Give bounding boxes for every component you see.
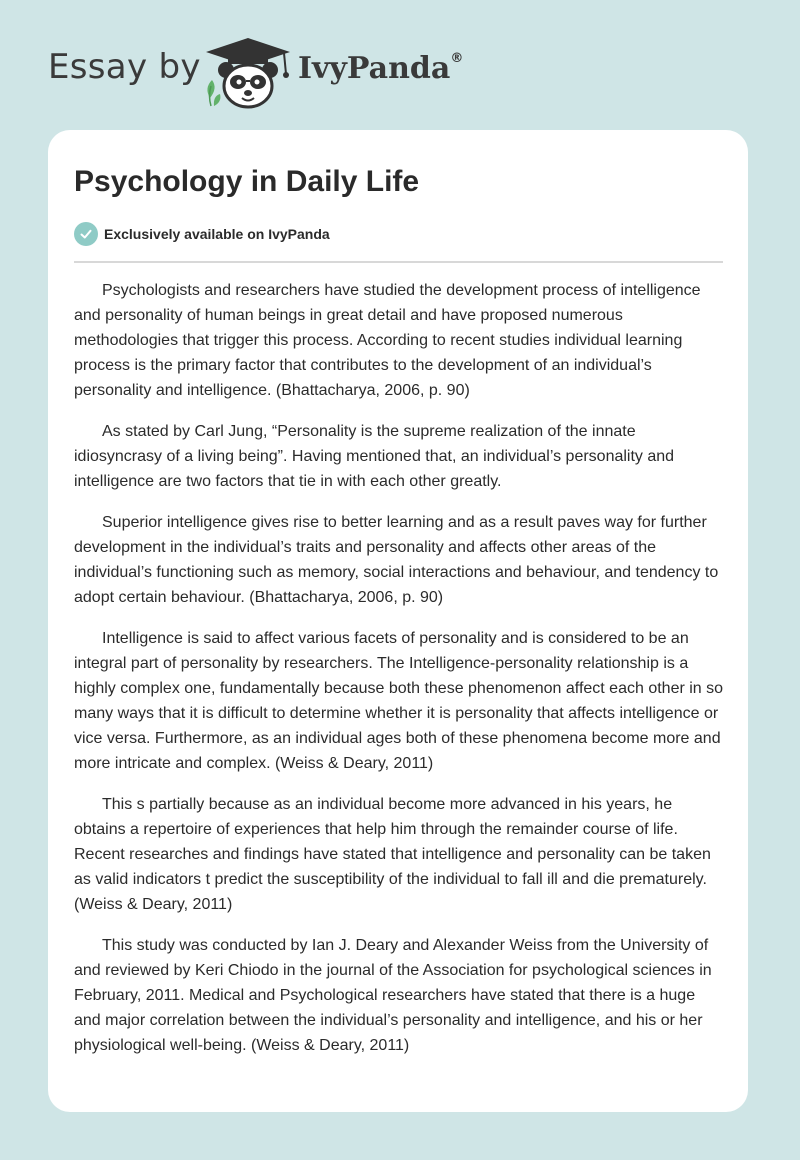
paragraph: Psychologists and researchers have studied the development process of intelligence and personality of human beings in great detail and have proposed numerous methodologies that trigger this process. According to recent studies individual learning process is the primary factor that contributes to the development of an individual’s personality and intelligence. (Bhattacharya, 2006, p. 90) [74, 282, 701, 399]
site-header [0, 0, 800, 120]
panda-graduate-logo-icon [202, 36, 294, 110]
page-title: Psychology in Daily Life [74, 165, 420, 198]
essay-by-label: Essay by [48, 47, 201, 87]
registered-mark: ® [450, 51, 464, 66]
brand-name [298, 51, 464, 86]
divider [74, 261, 723, 263]
paragraph: As stated by Carl Jung, “Personality is the supreme realization of the innate idiosyncrasy of a living being”. Having mentioned that, an individual’s personality and intelligence are two factors that tie in with each other greatly. [74, 423, 675, 490]
essay-body [74, 278, 724, 1074]
paragraph: Intelligence is said to affect various facets of personality and is considered to be an integral part of personality by researchers. The Intelligence-personality relationship is a highly complex one, fundamentally because both these phenomenon affect each other in so many ways that it is difficult to determine whether it is personality that affects intelligence or vice versa. Furthermore, as an individual ages both of these phenomena become more and more intricate and complex. (Weiss & Deary, 2011) [74, 630, 724, 772]
paragraph: This study was conducted by Ian J. Deary and Alexander Weiss from the University of and reviewed by Keri Chiodo in the journal of the Association for psychological sciences in February, 2011. Medical and Psychological researchers have stated that there is a huge and major correlation between the individual’s personality and intelligence, and his or her physiological well-being. (Weiss & Deary, 2011) [74, 937, 712, 1054]
exclusive-badge [74, 221, 330, 247]
paragraph: This s partially because as an individual become more advanced in his years, he obtains a repertoire of experiences that help him through the remainder course of life. Recent researches and findings have stated that intelligence and personality can be taken as valid indicators t predict the susceptibility of the individual to fall ill and die prematurely. (Weiss & Deary, 2011) [74, 796, 711, 913]
exclusive-label: Exclusively available on IvyPanda [104, 226, 330, 242]
paragraph: Superior intelligence gives rise to better learning and as a result paves way for further development in the individual’s traits and personality and affects other areas of the individual’s functioning such as memory, social interactions and behaviour, and tendency to adopt certain behaviour. (Bhattacharya, 2006, p. 90) [74, 514, 719, 606]
brand-name-text: IvyPanda [298, 51, 451, 86]
checkmark-icon [74, 222, 98, 246]
essay-card [48, 130, 748, 1112]
